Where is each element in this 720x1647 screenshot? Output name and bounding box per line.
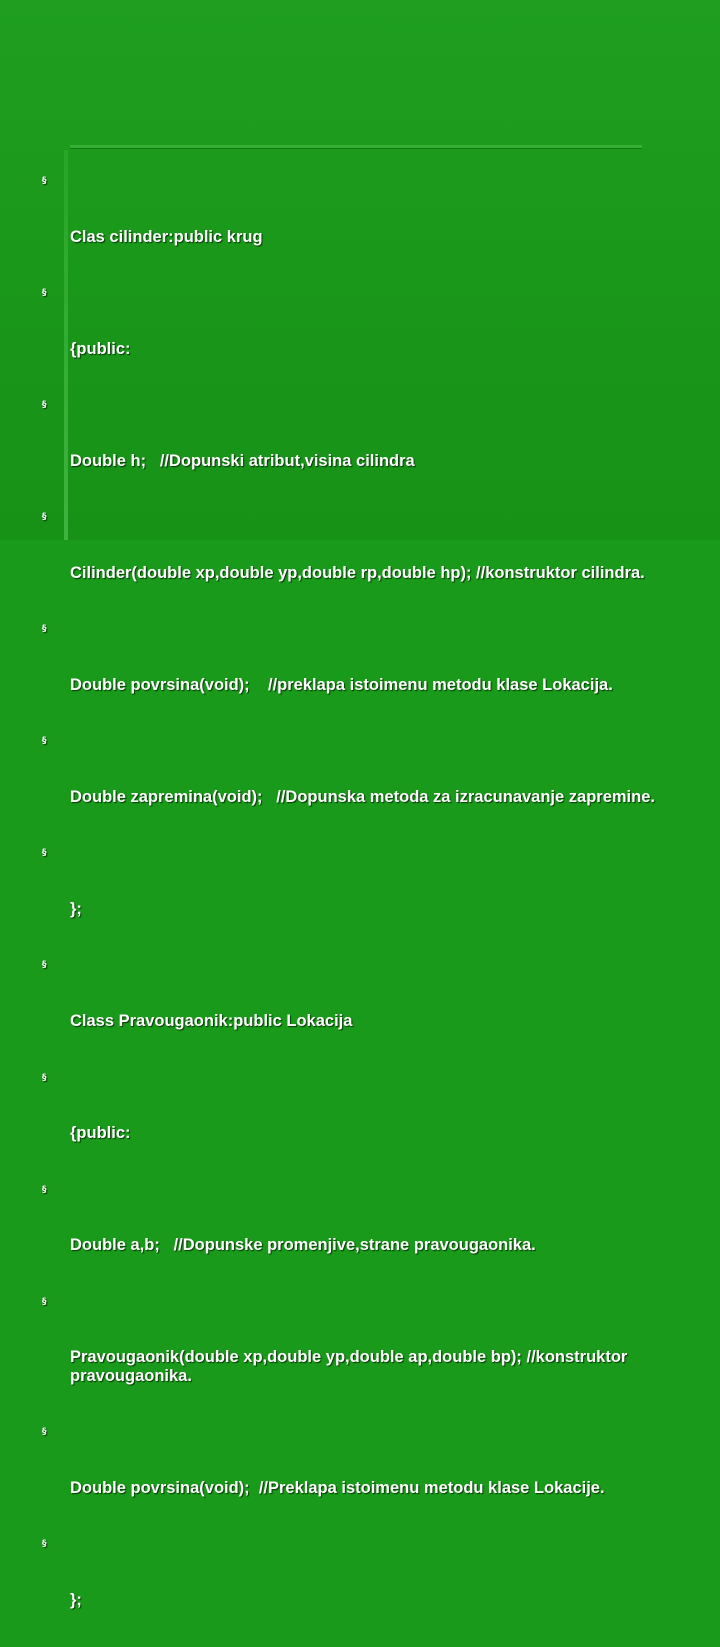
code-line: Double zapremina(void); //Dopunska metoda za izracunavanje zapremine. bbox=[70, 788, 655, 807]
list-item bbox=[40, 396, 680, 508]
code-line: }; bbox=[70, 1591, 82, 1610]
code-line: Cilinder(double xp,double yp,double rp,double hp); //konstruktor cilindra. bbox=[70, 563, 645, 582]
section-sign-bullet-icon: § bbox=[42, 960, 47, 971]
section-sign-bullet-icon: § bbox=[42, 1427, 47, 1438]
list-item bbox=[40, 732, 680, 844]
section-sign-bullet-icon: § bbox=[42, 1184, 47, 1195]
section-sign-bullet-icon: § bbox=[42, 848, 47, 859]
section-sign-bullet-icon: § bbox=[42, 1296, 47, 1307]
code-line: Double h; //Dopunski atribut,visina cilindra bbox=[70, 451, 415, 470]
code-bullet-list bbox=[40, 172, 680, 1647]
list-item bbox=[40, 1535, 680, 1647]
code-line: {public: bbox=[70, 1124, 131, 1143]
code-line: Double a,b; //Dopunske promenjive,strane pravougaonika. bbox=[70, 1236, 536, 1255]
code-line: Pravougaonik(double xp,double yp,double ap,double bp); //konstruktor pravougaonika. bbox=[70, 1348, 632, 1385]
list-item bbox=[40, 620, 680, 732]
code-line: Class Pravougaonik:public Lokacija bbox=[70, 1012, 353, 1031]
section-sign-bullet-icon: § bbox=[42, 624, 47, 635]
section-sign-bullet-icon: § bbox=[42, 736, 47, 747]
list-item bbox=[40, 956, 680, 1068]
code-line: Clas cilinder:public krug bbox=[70, 227, 263, 246]
section-sign-bullet-icon: § bbox=[42, 176, 47, 186]
section-sign-bullet-icon: § bbox=[42, 1539, 47, 1550]
section-sign-bullet-icon: § bbox=[42, 400, 47, 411]
list-item bbox=[40, 1181, 680, 1293]
section-sign-bullet-icon: § bbox=[42, 512, 47, 523]
list-item bbox=[40, 844, 680, 956]
code-line: {public: bbox=[70, 339, 131, 358]
list-item bbox=[40, 508, 680, 620]
section-sign-bullet-icon: § bbox=[42, 288, 47, 299]
top-divider-line bbox=[70, 145, 642, 148]
code-line: }; bbox=[70, 900, 82, 919]
code-line: Double povrsina(void); //preklapa istoimenu metodu klase Lokacija. bbox=[70, 676, 613, 695]
list-item bbox=[40, 1423, 680, 1535]
section-sign-bullet-icon: § bbox=[42, 1072, 47, 1083]
list-item bbox=[40, 1293, 680, 1423]
list-item bbox=[40, 1069, 680, 1181]
code-line: Double povrsina(void); //Preklapa istoimenu metodu klase Lokacije. bbox=[70, 1479, 605, 1498]
list-item bbox=[40, 284, 680, 396]
list-item bbox=[40, 172, 680, 284]
